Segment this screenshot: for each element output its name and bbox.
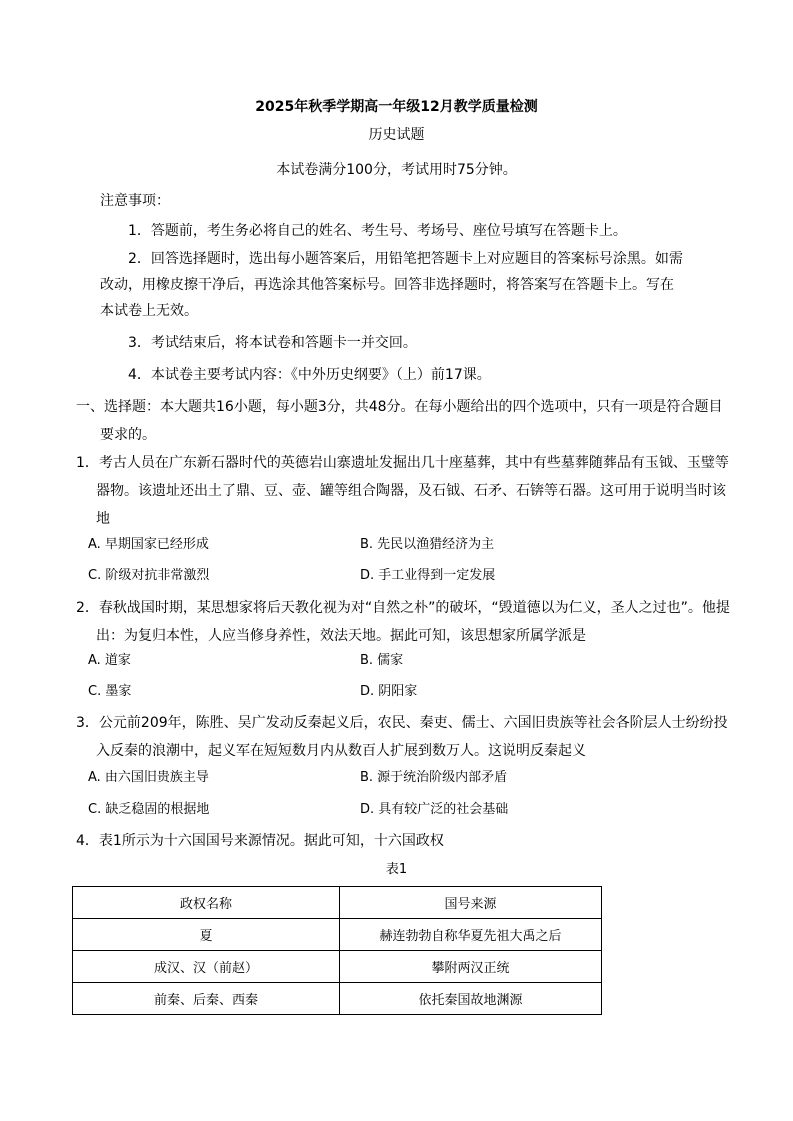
q2-option-b: B. 儒家 — [360, 653, 404, 668]
table-cell: 夏 — [73, 919, 340, 951]
table-header-cell: 政权名称 — [73, 887, 340, 919]
question-4-stem: 4．表1所示为十六国国号来源情况。据此可知，十六国政权 — [76, 833, 444, 849]
q1-option-d: D. 手工业得到一定发展 — [360, 568, 496, 583]
exam-title: 2025年秋季学期高一年级12月教学质量检测 — [255, 99, 538, 115]
note-item-1: 1．答题前，考生务必将自己的姓名、考生号、考场号、座位号填写在答题卡上。 — [128, 223, 627, 239]
question-2-stem: 2．春秋战国时期，某思想家将后天教化视为对“自然之朴”的破坏，“毁道德以为仁义，圣人之过也”。他提出：为复归本性，人应当修身养性，效法天地。据此可知，该思想家所属学派是 — [76, 600, 730, 644]
table-cell: 前秦、后秦、西秦 — [73, 983, 340, 1015]
exam-subject: 历史试题 — [368, 127, 425, 143]
table-row — [73, 919, 602, 951]
table-row — [73, 983, 602, 1015]
table-cell: 成汉、汉（前赵） — [73, 951, 340, 983]
q1-option-b: B. 先民以渔猎经济为主 — [360, 537, 495, 552]
note-item-3: 3．考试结束后，将本试卷和答题卡一并交回。 — [128, 335, 417, 351]
section-heading: 一、选择题：本大题共16小题，每小题3分，共48分。在每小题给出的四个选项中，只有一项是符合题目要求的。 — [76, 399, 723, 443]
question-3-stem: 3．公元前209年，陈胜、吴广发动反秦起义后，农民、秦吏、儒士、六国旧贵族等社会各阶层人士纷纷投入反秦的浪潮中，起义军在短短数月内从数百人扩展到数万人。这说明反秦起义 — [76, 715, 728, 759]
table-header-row — [73, 887, 602, 919]
q2-option-a: A. 道家 — [88, 653, 131, 668]
q1-option-c: C. 阶级对抗非常激烈 — [88, 568, 210, 583]
q1-option-a: A. 早期国家已经形成 — [88, 537, 209, 552]
q3-option-d: D. 具有较广泛的社会基础 — [360, 802, 509, 817]
table-cell: 赫连勃勃自称华夏先祖大禹之后 — [340, 919, 602, 951]
q2-option-c: C. 墨家 — [88, 684, 132, 699]
q2-option-d: D. 阴阳家 — [360, 684, 418, 699]
q3-option-c: C. 缺乏稳固的根据地 — [88, 802, 210, 817]
table-row — [73, 951, 602, 983]
question-1-stem: 1．考古人员在广东新石器时代的英德岩山寨遗址发掘出几十座墓葬，其中有些墓葬随葬品有玉钺、玉璧等器物。该遗址还出土了鼎、豆、壶、罐等组合陶器，及石钺、石矛、石锛等石器。这可用于说明当时该地 — [76, 455, 729, 527]
table-caption: 表1 — [385, 862, 408, 877]
table-cell: 攀附两汉正统 — [340, 951, 602, 983]
q3-option-a: A. 由六国旧贵族主导 — [88, 770, 209, 785]
score-time-note: 本试卷满分100分，考试用时75分钟。 — [276, 162, 517, 178]
note-item-2: 2．回答选择题时，选出每小题答案后，用铅笔把答题卡上对应题目的答案标号涂黑。如需改动，用橡皮擦干净后，再选涂其他答案标号。回答非选择题时，将答案写在答题卡上。写在本试卷上无效。 — [100, 251, 683, 319]
note-item-4: 4．本试卷主要考试内容：《中外历史纲要》（上）前17课。 — [128, 367, 491, 383]
table-header-cell: 国号来源 — [340, 887, 602, 919]
notes-heading: 注意事项： — [100, 193, 170, 209]
table-cell: 依托秦国故地渊源 — [340, 983, 602, 1015]
regime-name-table — [72, 886, 602, 1015]
q3-option-b: B. 源于统治阶级内部矛盾 — [360, 770, 508, 785]
